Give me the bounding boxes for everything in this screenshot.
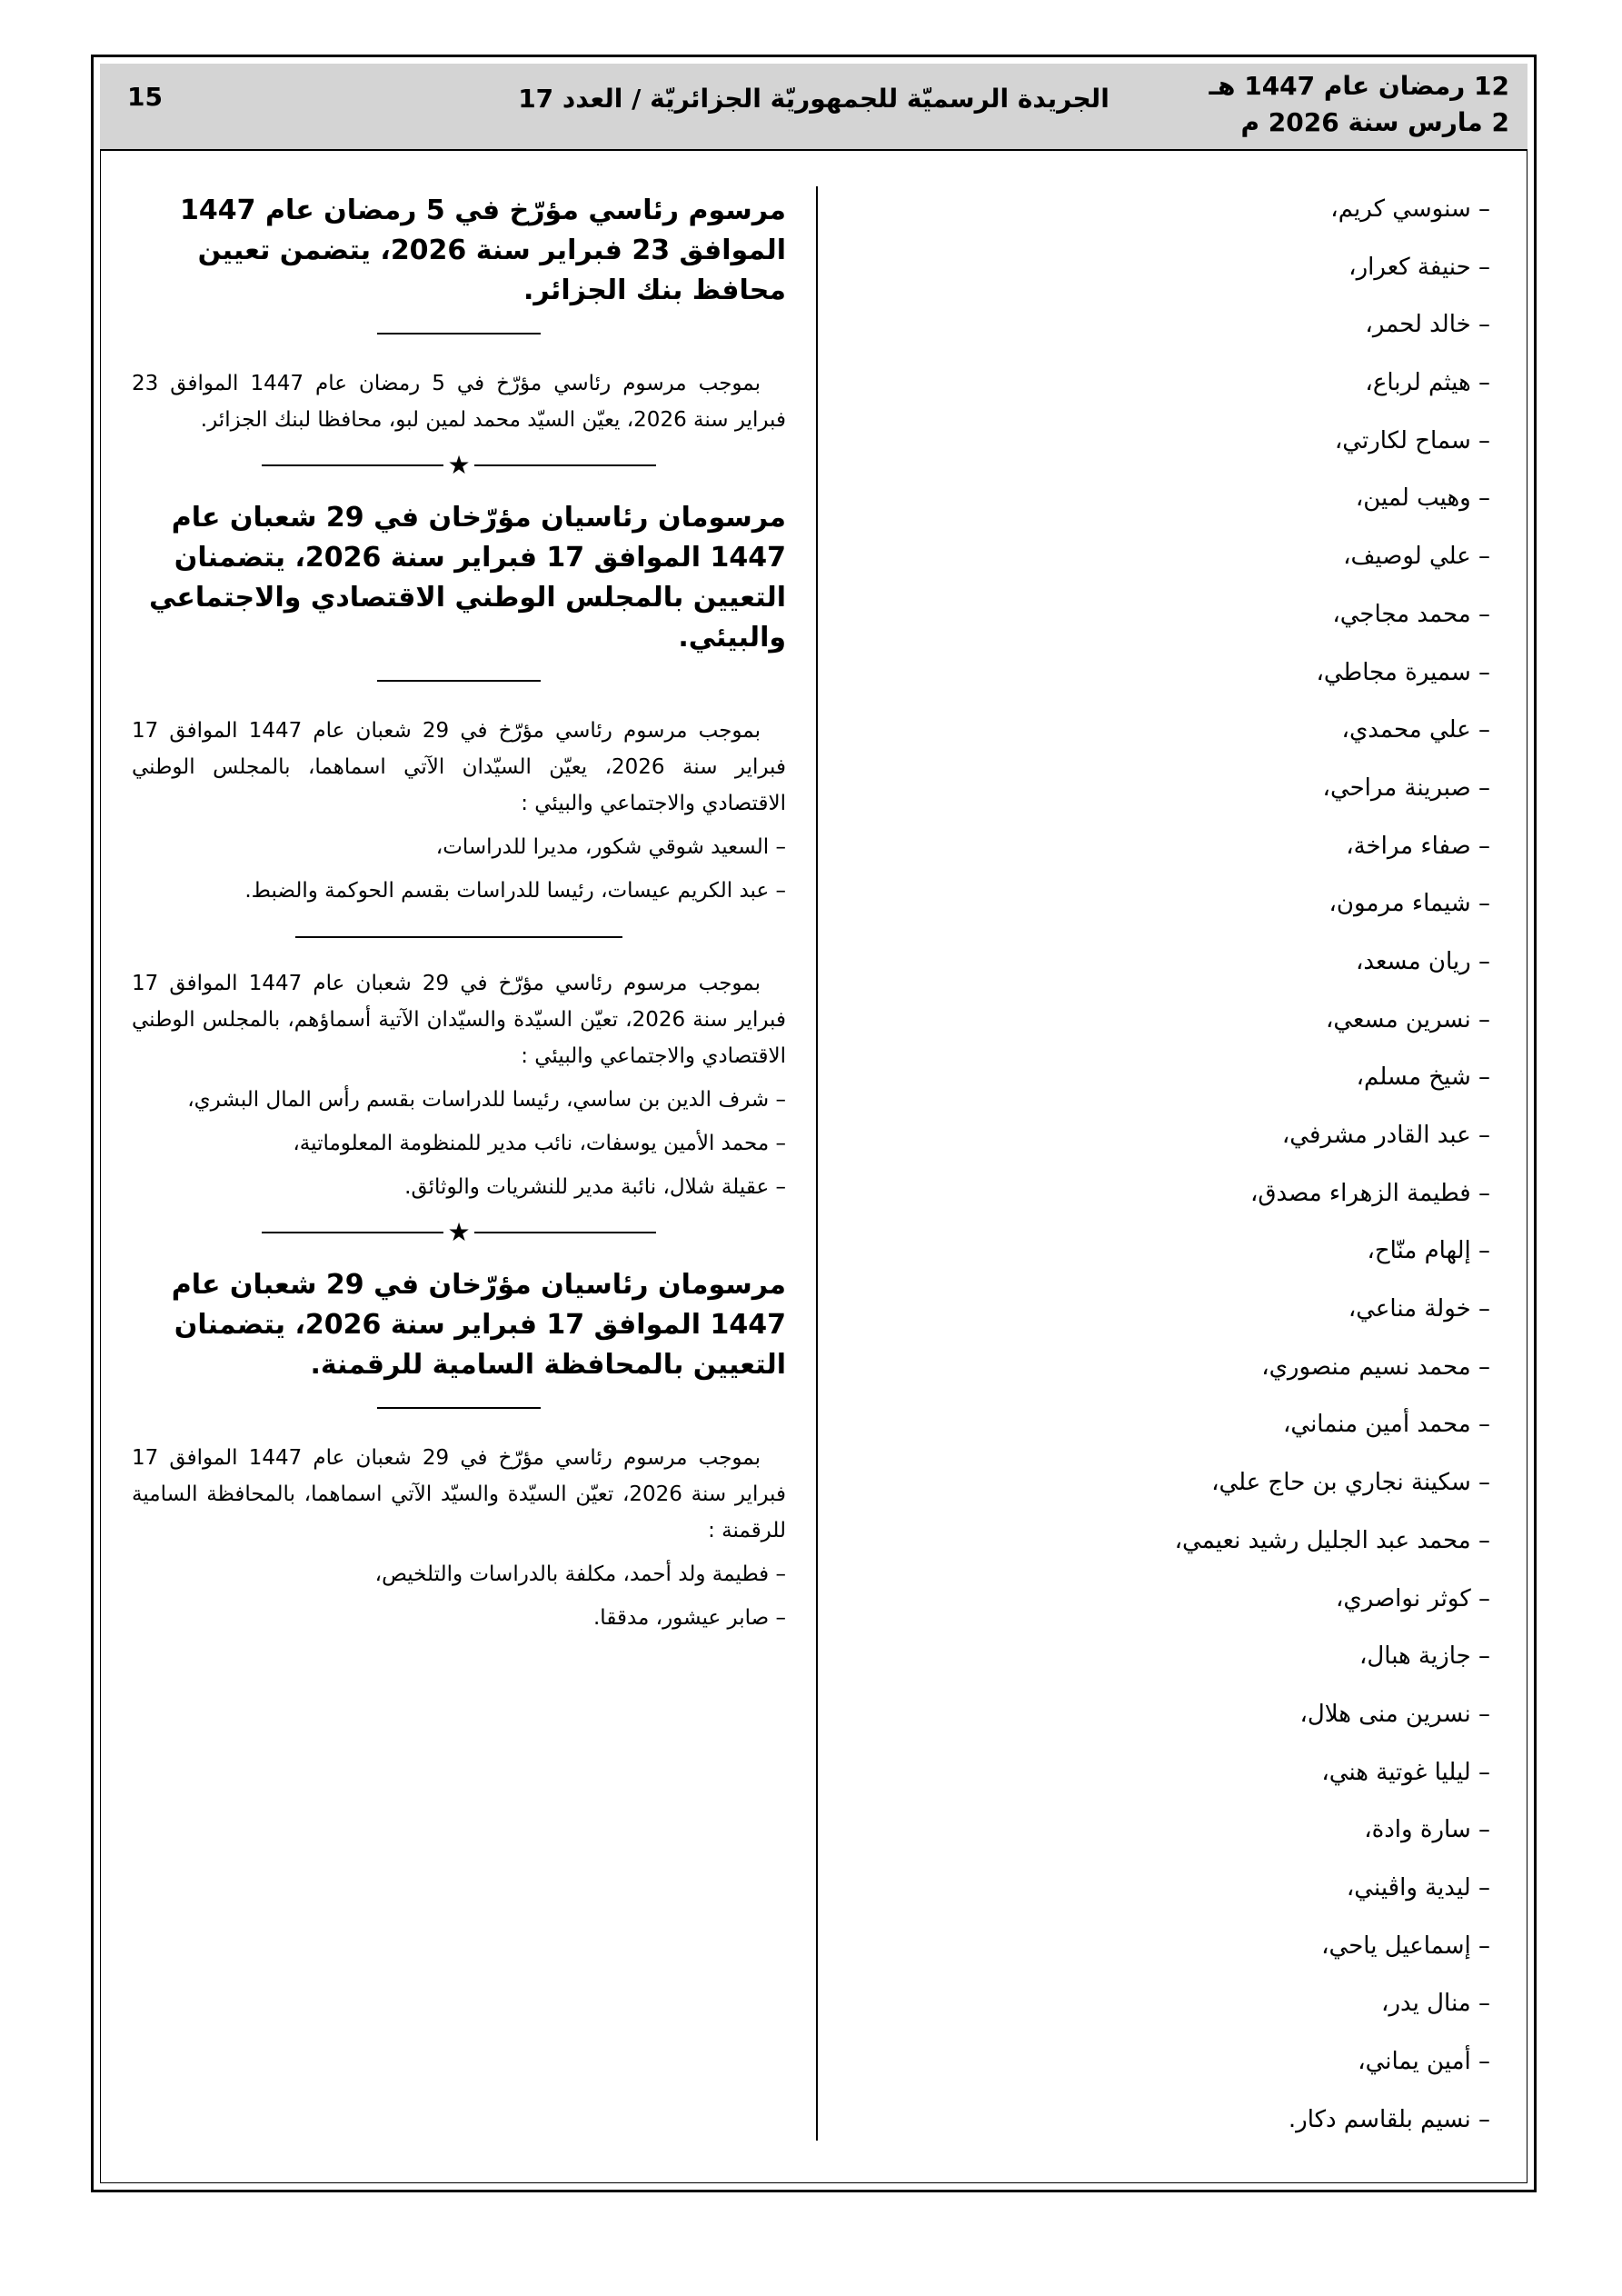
list-item: – شيخ مسلم، [1356,1063,1490,1092]
star-separator [132,1217,786,1247]
decree2-body1-text: بموجب مرسوم رئاسي مؤرّخ في 29 شعبان عام 1447 الموافق 17 فبراير سنة 2026، يعيّن السيّدان الآتي اسماهما، بالمجلس الوطني الاقتصادي والاجتماعي والبيئي : [132,719,786,815]
list-item: – عبد القادر مشرفي، [1281,1122,1490,1149]
short-rule [377,680,541,682]
list-item: – حنيفة كعرار، [1348,253,1490,281]
list-item: – سكينة نجاري بن حاج علي، [1211,1469,1490,1497]
list-item: – خالد لحمر، [1365,311,1490,339]
list-item: – سنوسي كريم، [1330,195,1490,223]
mid-rule [295,936,622,938]
list-item: – شيماء مرمون، [1328,890,1490,918]
list-item: – خولة مناعي، [1348,1295,1490,1323]
column-divider [816,186,818,2141]
decree2-body2 [132,965,786,1074]
list-item: – وهيب لمين، [1355,484,1490,513]
decree2-body2-text: بموجب مرسوم رئاسي مؤرّخ في 29 شعبان عام 1447 الموافق 17 فبراير سنة 2026، تعيّن السيّدة والسيّدان الآتية أسماؤهم، بالمجلس الوطني الاقتصادي والاجتماعي والبيئي : [132,972,786,1068]
list-item: – جازية هبال، [1358,1642,1490,1671]
decrees-column [132,191,786,1636]
list-item: – صبرينة مراحي، [1322,774,1490,802]
list-item: – فطيمة الزهراء مصدق، [1249,1179,1490,1207]
decree3-title: مرسومان رئاسيان مؤرّخان في 29 شعبان عام 1447 الموافق 17 فبراير سنة 2026، يتضمنان التعيين بالمحافظة السامية للرقمنة. [171,1269,786,1381]
list-item: – سماح لكارتي، [1334,426,1490,454]
decree2-bullet: – شرف الدين بن ساسي، رئيسا للدراسات بقسم رأس المال البشري، [187,1088,786,1112]
list-item: – محمد أمين منماني، [1283,1411,1490,1439]
list-item: – هيثم لرباع، [1365,369,1490,397]
decree1-title: مرسوم رئاسي مؤرّخ في 5 رمضان عام 1447 الموافق 23 فبراير سنة 2026، يتضمن تعيين محافظ بنك الجزائر. [180,195,786,306]
journal-title: الجريدة الرسميّة للجمهوريّة الجزائريّة / العدد 17 [518,84,1110,114]
list-item: – سارة وادة، [1364,1816,1490,1844]
decree2-body1 [132,713,786,822]
list-item: – نسرين منى هلال، [1299,1700,1490,1728]
header-gregorian-date: 2 مارس سنة 2026 م [1240,107,1509,137]
list-item: – علي لوصيف، [1343,543,1490,571]
list-item: – إلهام منّاح، [1367,1237,1490,1265]
page-number: 15 [127,82,163,112]
page-header [100,64,1527,151]
list-item: – نسرين مسعي، [1325,1005,1490,1033]
list-item: – كوثر نواصري، [1336,1584,1490,1612]
decree2-bullet: – عبد الكريم عيسات، رئيسا للدراسات بقسم الحوكمة والضبط. [244,879,786,903]
list-item: – ليدية واڤيني، [1346,1873,1490,1902]
names-column [872,191,1490,2159]
list-item: – أمين يماني، [1358,2048,1490,2075]
decree2-bullet: – عقيلة شلال، نائبة مدير للنشريات والوثائق. [404,1175,786,1199]
decree1-body-text: بموجب مرسوم رئاسي مؤرّخ في 5 رمضان عام 1447 الموافق 23 فبراير سنة 2026، يعيّن السيّد محمد لمين لبو، محافظا لبنك الجزائر. [132,372,786,432]
list-item: – نسيم بلقاسم دكار. [1288,2105,1490,2133]
list-item: – محمد نسيم منصوري، [1261,1353,1490,1381]
list-item: – إسماعيل ياحي، [1321,1932,1490,1960]
list-item: – علي محمدي، [1341,716,1490,744]
decree3-bullet: – صابر عيشور، مدققا. [593,1606,786,1630]
header-hijri-date: 12 رمضان عام 1447 هـ [1209,71,1509,101]
list-item: – منال يدر، [1381,1990,1490,2018]
decree3-bullet: – فطيمة ولد أحمد، مكلفة بالدراسات والتلخيص، [374,1562,786,1586]
list-item: – ريان مسعد، [1355,947,1490,975]
decree2-bullet: – السعيد شوقي شكور، مديرا للدراسات، [435,835,786,859]
list-item: – محمد مجاجي، [1332,600,1490,628]
decree1-body [132,365,786,438]
short-rule [377,333,541,334]
decree2-title: مرسومان رئاسيان مؤرّخان في 29 شعبان عام 1447 الموافق 17 فبراير سنة 2026، يتضمنان التعيين بالمجلس الوطني الاقتصادي والاجتماعي والبيئي. [149,502,786,654]
decree3-body [132,1440,786,1549]
star-icon: ★ [447,450,471,480]
list-item: – سميرة مجاطي، [1316,658,1490,686]
list-item: – محمد عبد الجليل رشيد نعيمي، [1174,1526,1490,1554]
list-item: – صفاء مراخة، [1346,832,1490,860]
star-separator [132,450,786,480]
decree3-body-text: بموجب مرسوم رئاسي مؤرّخ في 29 شعبان عام 1447 الموافق 17 فبراير سنة 2026، تعيّن السيّدة والسيّد الآتي اسماهما، بالمحافظة السامية للرقمنة : [132,1446,786,1542]
decree2-bullet: – محمد الأمين يوسفات، نائب مدير للمنظومة المعلوماتية، [293,1132,786,1155]
list-item: – ليليا غوتية هني، [1321,1758,1490,1786]
short-rule [377,1407,541,1409]
star-icon: ★ [447,1217,471,1247]
